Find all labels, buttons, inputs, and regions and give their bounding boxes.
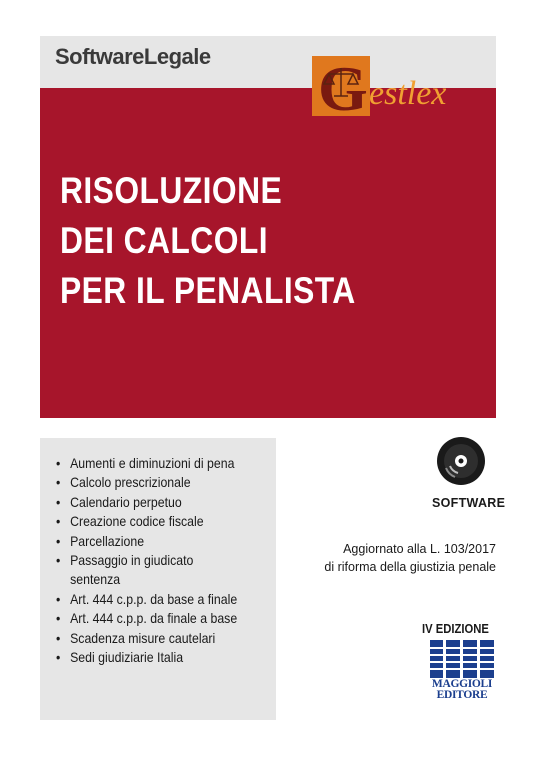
- title-line: PER IL PENALISTA: [60, 270, 356, 311]
- list-item: • Creazione codice fiscale: [56, 512, 241, 531]
- list-item: • Parcellazione: [56, 532, 241, 551]
- update-note-line: Aggiornato alla L. 103/2017: [343, 542, 496, 556]
- series-brand: SoftwareLegale: [55, 44, 211, 69]
- list-item: • Art. 444 c.p.p. da finale a base: [56, 609, 241, 628]
- list-item: • Scadenza misure cautelari: [56, 629, 241, 648]
- title-line: RISOLUZIONE: [60, 170, 283, 211]
- edition-label: IV EDIZIONE: [422, 622, 489, 636]
- features-list: [56, 454, 241, 667]
- publisher-name-line: EDITORE: [436, 689, 488, 701]
- cd-icon: [436, 436, 486, 486]
- gestlex-logo: [312, 56, 462, 138]
- list-item: • Passaggio in giudicato sentenza: [56, 551, 241, 590]
- list-item: • Sedi giudiziarie Italia: [56, 648, 241, 667]
- list-item: • Art. 444 c.p.p. da base a finale: [56, 590, 241, 609]
- publisher-name-line: MAGGIOLI: [431, 678, 493, 690]
- logo-letter-g: G: [318, 56, 368, 124]
- list-item: • Calcolo prescrizionale: [56, 473, 241, 492]
- book-title: [60, 166, 356, 316]
- publisher-name: [430, 679, 494, 701]
- update-note-line: di riforma della giustizia penale: [324, 560, 496, 574]
- list-item: • Calendario perpetuo: [56, 493, 241, 512]
- logo-wordmark: estlex: [369, 75, 447, 112]
- software-label: SOFTWARE: [432, 496, 506, 510]
- title-line: DEI CALCOLI: [60, 220, 269, 261]
- maggioli-logo-icon: [430, 640, 494, 678]
- list-item: • Aumenti e diminuzioni di pena: [56, 454, 241, 473]
- update-note: [304, 540, 496, 576]
